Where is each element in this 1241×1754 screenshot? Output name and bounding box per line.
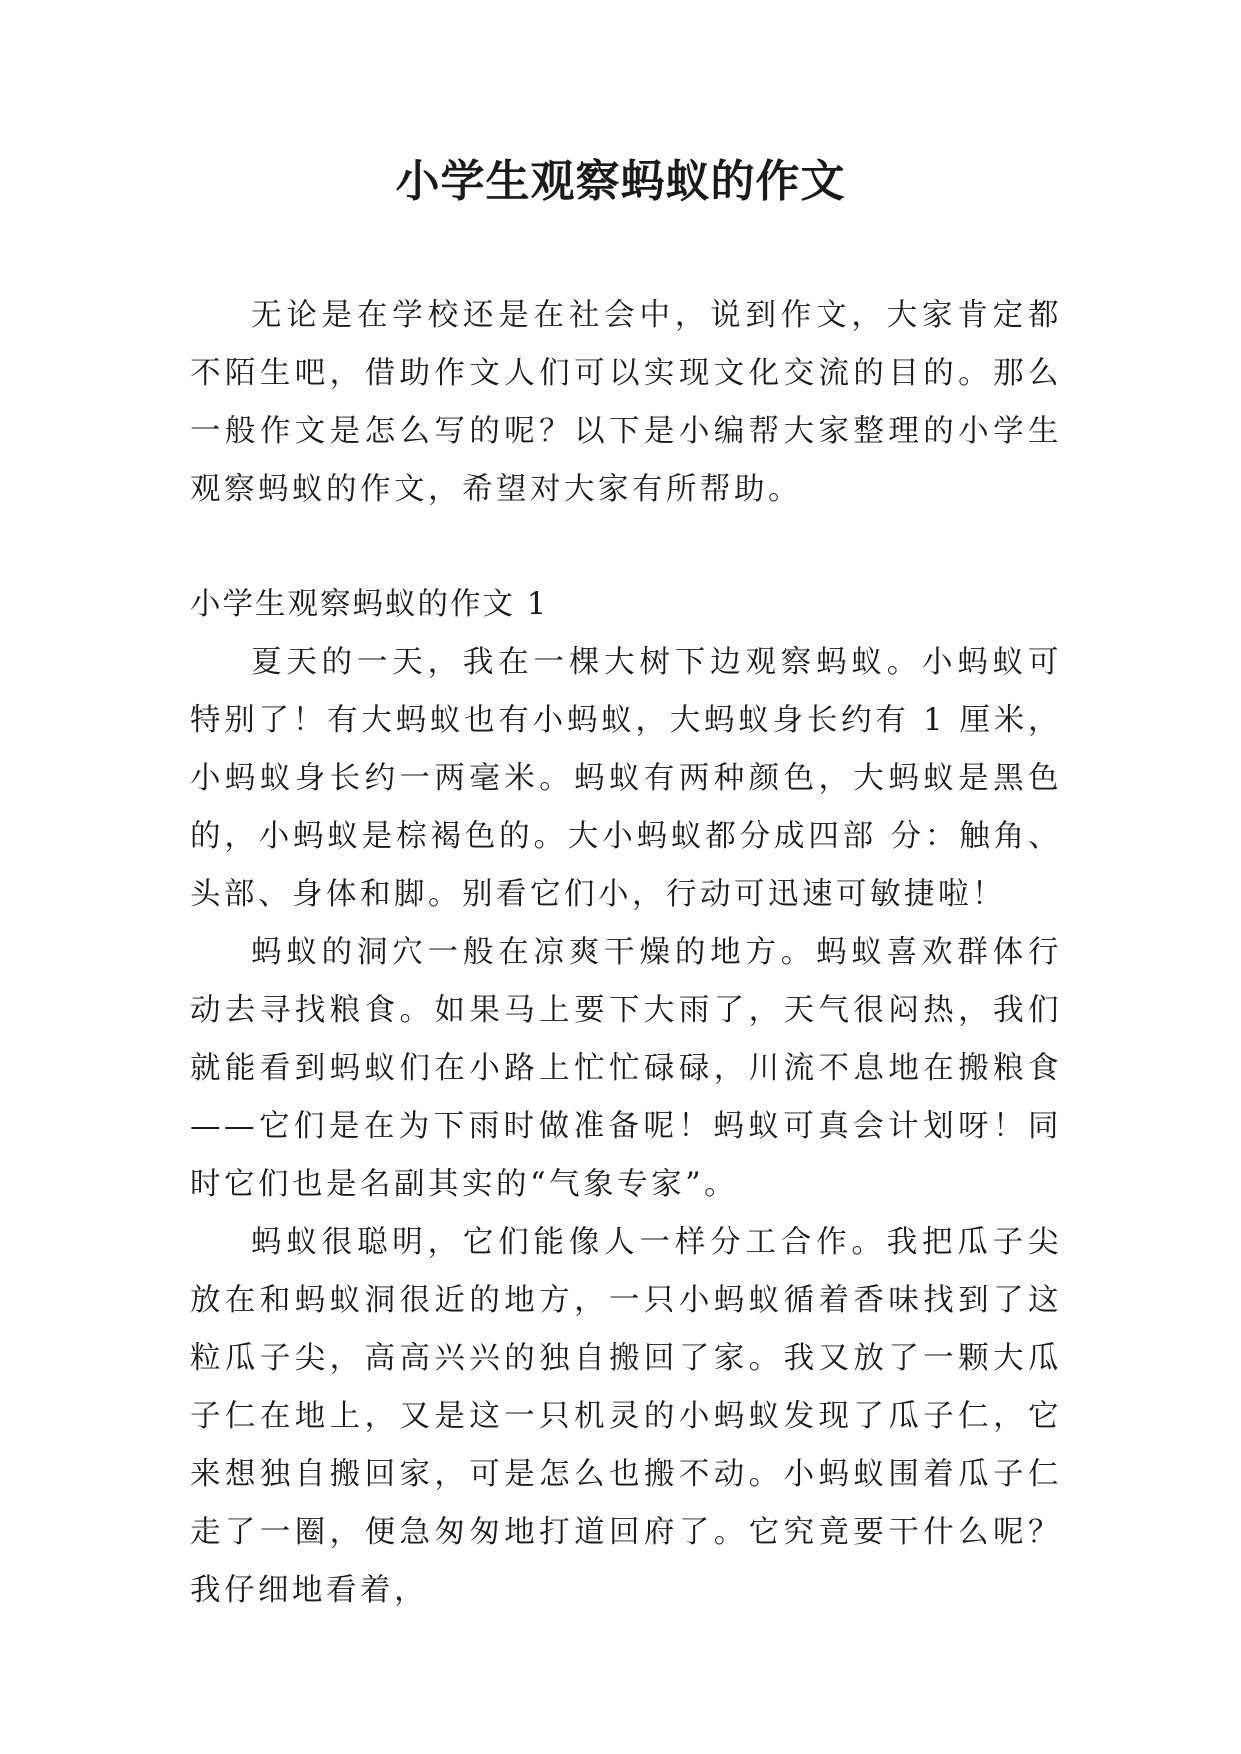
essay-section-1 bbox=[190, 576, 1062, 1620]
intro-paragraph: 无论是在学校还是在社会中，说到作文，大家肯定都不陌生吧，借助作文人们可以实现文化交流的目的。那么一般作文是怎么写的呢？以下是小编帮大家整理的小学生观察蚂蚁的作文，希望对大家有所帮助。 bbox=[190, 298, 1062, 507]
essay-paragraph-1: 夏天的一天，我在一棵大树下边观察蚂蚁。小蚂蚁可特别了！有大蚂蚁也有小蚂蚁，大蚂蚁身长约有 1 厘米，小蚂蚁身长约一两毫米。蚂蚁有两种颜色，大蚂蚁是黑色的，小蚂蚁是棕褐色的。大小蚂蚁都分成四部 分：触角、头部、身体和脚。别看它们小，行动可迅速可敏捷啦！ bbox=[190, 645, 1062, 912]
document-title: 小学生观察蚂蚁的作文 bbox=[395, 156, 846, 207]
essay-paragraph-3: 蚂蚁很聪明，它们能像人一样分工合作。我把瓜子尖放在和蚂蚁洞很近的地方，一只小蚂蚁循着香味找到了这粒瓜子尖，高高兴兴的独自搬回了家。我又放了一颗大瓜子仁在地上，又是这一只机灵的小蚂蚁发现了瓜子仁，它来想独自搬回家，可是怎么也搬不动。小蚂蚁围着瓜子仁走了一圈，便急匆匆地打道回府了。它究竟要干什么呢？我仔细地看着， bbox=[190, 1225, 1062, 1608]
intro-block bbox=[190, 287, 1062, 519]
section-heading: 小学生观察蚂蚁的作文 1 bbox=[190, 587, 549, 622]
essay-paragraph-2: 蚂蚁的洞穴一般在凉爽干燥的地方。蚂蚁喜欢群体行动去寻找粮食。如果马上要下大雨了，天气很闷热，我们就能看到蚂蚁们在小路上忙忙碌碌，川流不息地在搬粮食——它们是在为下雨时做准备呢！蚂蚁可真会计划呀！同时它们也是名副其实的“气象专家”。 bbox=[190, 935, 1062, 1202]
